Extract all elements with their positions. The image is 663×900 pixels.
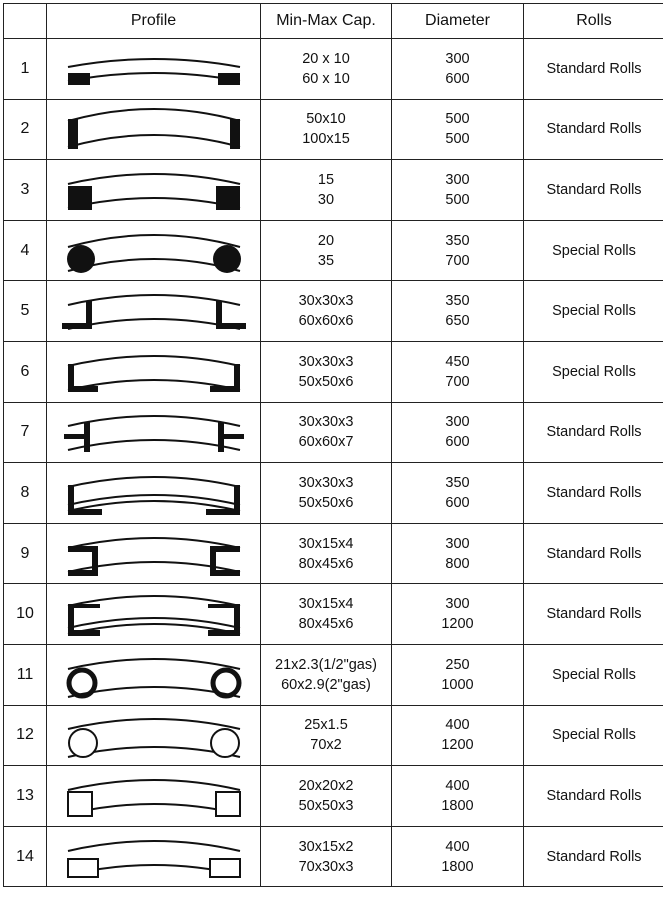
cross-section-right — [230, 119, 240, 149]
diameter-max: 1800 — [441, 858, 474, 875]
profile-illustration — [54, 586, 254, 642]
profile-drawing-cell — [47, 523, 261, 584]
diameter-max: 1000 — [441, 676, 474, 693]
cross-section-left — [68, 792, 92, 816]
row-number: 5 — [4, 281, 47, 342]
capacity-min: 30x30x3 — [298, 293, 354, 310]
capacity-max: 60 x 10 — [302, 70, 350, 87]
diameter-cell — [392, 766, 524, 827]
cross-section-right — [216, 792, 240, 816]
capacity-min: 30x30x3 — [298, 474, 354, 491]
profile-illustration — [54, 41, 254, 97]
capacity-min: 30x15x4 — [298, 596, 354, 613]
diameter-max: 700 — [445, 252, 470, 269]
row-number: 12 — [4, 705, 47, 766]
capacity-min: 20 — [317, 232, 335, 249]
capacity-min: 30x30x3 — [298, 353, 354, 370]
table-row — [4, 220, 663, 281]
table-row — [4, 523, 663, 584]
rolls-cell: Standard Rolls — [524, 39, 663, 100]
table-row — [4, 281, 663, 342]
rolls-cell: Special Rolls — [524, 281, 663, 342]
diameter-max: 1200 — [441, 737, 474, 754]
row-number: 7 — [4, 402, 47, 463]
rolls-cell: Standard Rolls — [524, 402, 663, 463]
row-number: 1 — [4, 39, 47, 100]
table-row — [4, 160, 663, 221]
profile-drawing-cell — [47, 463, 261, 524]
capacity-max: 80x45x6 — [298, 616, 354, 633]
diameter-max: 600 — [445, 494, 470, 511]
profile-drawing-cell — [47, 402, 261, 463]
diameter-cell — [392, 160, 524, 221]
diameter-cell — [392, 220, 524, 281]
capacity-cell — [261, 584, 392, 645]
diameter-min: 350 — [445, 474, 470, 491]
cross-section-left — [68, 364, 98, 392]
capacity-max: 80x45x6 — [298, 555, 354, 572]
table-row — [4, 584, 663, 645]
header-capacity: Min-Max Cap. — [261, 4, 392, 39]
capacity-min: 30x30x3 — [298, 414, 354, 431]
capacity-min: 15 — [317, 171, 335, 188]
profile-illustration — [54, 101, 254, 157]
rolls-cell: Standard Rolls — [524, 463, 663, 524]
header-profile: Profile — [47, 4, 261, 39]
row-number: 9 — [4, 523, 47, 584]
cross-section-left — [67, 245, 95, 273]
profile-drawing-cell — [47, 584, 261, 645]
capacity-cell — [261, 766, 392, 827]
diameter-min: 350 — [445, 232, 470, 249]
table-row — [4, 826, 663, 887]
diameter-cell — [392, 826, 524, 887]
capacity-max: 30 — [317, 191, 335, 208]
table-row — [4, 766, 663, 827]
cross-section-left — [69, 729, 97, 757]
profile-illustration — [54, 829, 254, 885]
row-number: 10 — [4, 584, 47, 645]
profile-drawing-cell — [47, 160, 261, 221]
table-row — [4, 99, 663, 160]
cross-section-right — [208, 604, 240, 636]
capacity-max: 35 — [317, 252, 335, 269]
profile-drawing-cell — [47, 644, 261, 705]
profile-illustration — [54, 647, 254, 703]
capacity-max: 60x2.9(2"gas) — [281, 676, 371, 693]
rolls-cell: Special Rolls — [524, 705, 663, 766]
diameter-max: 1800 — [441, 797, 474, 814]
diameter-max: 500 — [445, 131, 470, 148]
profile-illustration — [54, 162, 254, 218]
diameter-min: 300 — [445, 535, 470, 552]
capacity-min: 20x20x2 — [298, 777, 354, 794]
capacity-cell — [261, 463, 392, 524]
header-index — [4, 4, 47, 39]
rolls-cell: Standard Rolls — [524, 584, 663, 645]
diameter-min: 300 — [445, 171, 470, 188]
capacity-cell — [261, 341, 392, 402]
table-row — [4, 705, 663, 766]
capacity-cell — [261, 705, 392, 766]
row-number: 3 — [4, 160, 47, 221]
diameter-max: 800 — [445, 555, 470, 572]
diameter-cell — [392, 523, 524, 584]
diameter-cell — [392, 99, 524, 160]
cross-section-right — [210, 364, 240, 392]
capacity-min: 21x2.3(1/2"gas) — [275, 656, 377, 673]
cross-section-right — [213, 245, 241, 273]
profile-drawing-cell — [47, 39, 261, 100]
capacity-cell — [261, 523, 392, 584]
capacity-min: 20 x 10 — [302, 50, 350, 67]
diameter-cell — [392, 281, 524, 342]
table-row — [4, 341, 663, 402]
profile-illustration — [54, 223, 254, 279]
diameter-min: 300 — [445, 596, 470, 613]
profile-drawing-cell — [47, 826, 261, 887]
rolls-cell: Standard Rolls — [524, 99, 663, 160]
header-rolls: Rolls — [524, 4, 663, 39]
diameter-cell — [392, 463, 524, 524]
cross-section-left — [68, 859, 98, 877]
capacity-cell — [261, 826, 392, 887]
cross-section-right — [216, 301, 246, 329]
cross-section-right — [210, 546, 240, 576]
diameter-max: 600 — [445, 434, 470, 451]
rolls-cell: Special Rolls — [524, 341, 663, 402]
capacity-max: 100x15 — [302, 131, 350, 148]
row-number: 13 — [4, 766, 47, 827]
profile-illustration — [54, 768, 254, 824]
capacity-max: 50x50x6 — [298, 373, 354, 390]
diameter-min: 350 — [445, 293, 470, 310]
cross-section-left — [68, 73, 90, 85]
diameter-max: 650 — [445, 313, 470, 330]
capacity-max: 60x60x7 — [298, 434, 354, 451]
cross-section-right — [210, 859, 240, 877]
diameter-max: 500 — [445, 191, 470, 208]
cross-section-left — [68, 186, 92, 210]
capacity-min: 50x10 — [306, 111, 346, 128]
row-number: 6 — [4, 341, 47, 402]
profile-capacity-table — [3, 3, 663, 887]
capacity-cell — [261, 220, 392, 281]
diameter-cell — [392, 584, 524, 645]
capacity-max: 70x30x3 — [298, 858, 354, 875]
row-number: 4 — [4, 220, 47, 281]
diameter-min: 400 — [445, 777, 470, 794]
capacity-max: 70x2 — [310, 737, 342, 754]
capacity-min: 30x15x2 — [298, 838, 354, 855]
profile-illustration — [54, 465, 254, 521]
cross-section-right — [216, 186, 240, 210]
capacity-min: 30x15x4 — [298, 535, 354, 552]
capacity-cell — [261, 644, 392, 705]
diameter-max: 700 — [445, 373, 470, 390]
row-number: 2 — [4, 99, 47, 160]
cross-section-left — [68, 604, 100, 636]
diameter-max: 600 — [445, 70, 470, 87]
capacity-cell — [261, 402, 392, 463]
row-number: 8 — [4, 463, 47, 524]
table-row — [4, 644, 663, 705]
capacity-max: 60x60x6 — [298, 313, 354, 330]
row-number: 14 — [4, 826, 47, 887]
profile-illustration — [54, 526, 254, 582]
diameter-min: 300 — [445, 414, 470, 431]
header-row — [4, 4, 663, 39]
row-number: 11 — [4, 644, 47, 705]
diameter-min: 250 — [445, 656, 470, 673]
cross-section-right — [211, 729, 239, 757]
cross-section-left — [68, 546, 98, 576]
profile-drawing-cell — [47, 341, 261, 402]
rolls-cell: Standard Rolls — [524, 523, 663, 584]
table-row — [4, 39, 663, 100]
capacity-cell — [261, 39, 392, 100]
capacity-max: 50x50x3 — [298, 797, 354, 814]
cross-section-left — [68, 119, 78, 149]
cross-section-right — [213, 670, 239, 696]
cross-section-left — [62, 301, 92, 329]
profile-illustration — [54, 707, 254, 763]
cross-section-right — [218, 73, 240, 85]
header-diameter: Diameter — [392, 4, 524, 39]
diameter-min: 400 — [445, 717, 470, 734]
profile-drawing-cell — [47, 99, 261, 160]
diameter-min: 400 — [445, 838, 470, 855]
cross-section-left — [69, 670, 95, 696]
capacity-cell — [261, 160, 392, 221]
profile-drawing-cell — [47, 220, 261, 281]
rolls-cell: Special Rolls — [524, 220, 663, 281]
capacity-cell — [261, 99, 392, 160]
profile-drawing-cell — [47, 766, 261, 827]
diameter-cell — [392, 644, 524, 705]
diameter-max: 1200 — [441, 616, 474, 633]
profile-drawing-cell — [47, 281, 261, 342]
diameter-cell — [392, 341, 524, 402]
table-row — [4, 463, 663, 524]
capacity-cell — [261, 281, 392, 342]
rolls-cell: Standard Rolls — [524, 826, 663, 887]
profile-illustration — [54, 404, 254, 460]
profile-illustration — [54, 344, 254, 400]
diameter-min: 300 — [445, 50, 470, 67]
capacity-max: 50x50x6 — [298, 494, 354, 511]
diameter-cell — [392, 402, 524, 463]
rolls-cell: Standard Rolls — [524, 766, 663, 827]
capacity-min: 25x1.5 — [304, 717, 348, 734]
profile-illustration — [54, 283, 254, 339]
table-row — [4, 402, 663, 463]
rolls-cell: Standard Rolls — [524, 160, 663, 221]
diameter-min: 450 — [445, 353, 470, 370]
diameter-cell — [392, 705, 524, 766]
rolls-cell: Special Rolls — [524, 644, 663, 705]
profile-drawing-cell — [47, 705, 261, 766]
diameter-min: 500 — [445, 111, 470, 128]
diameter-cell — [392, 39, 524, 100]
